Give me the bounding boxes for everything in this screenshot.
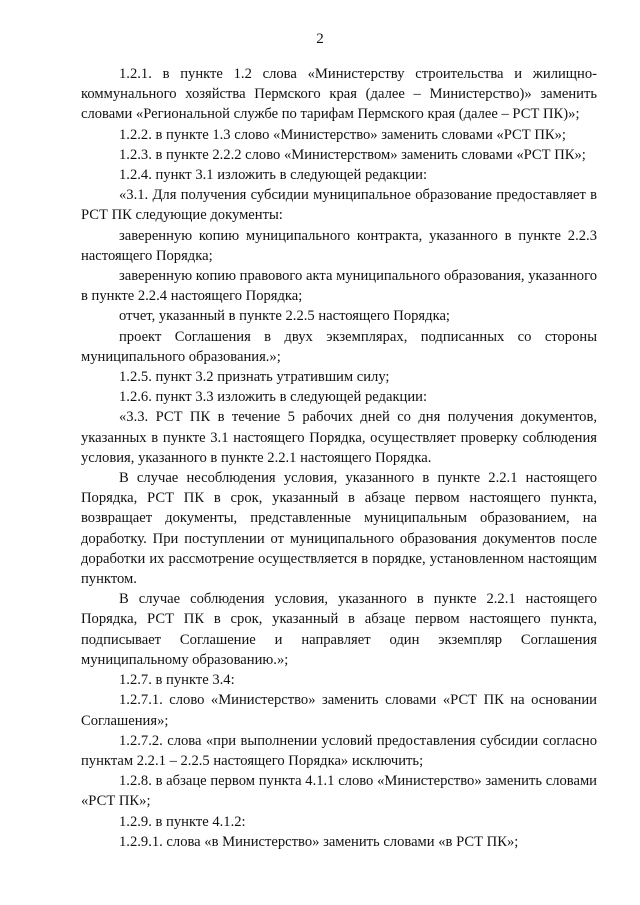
paragraph-1-2-7: 1.2.7. в пункте 3.4: [119, 672, 235, 689]
paragraph-1-2-7-1: 1.2.7.1. слово «Министерство» заменить словами «РСТ ПК на основании Соглашения»; [81, 692, 597, 729]
paragraph-3-1: «3.1. Для получения субсидии муниципальное образование предоставляет в РСТ ПК следующие документы: [81, 187, 597, 224]
paragraph-agreement-draft: проект Соглашения в двух экземплярах, подписанных со стороны муниципального образования.»; [81, 328, 597, 365]
paragraph-1-2-2: 1.2.2. в пункте 1.3 слово «Министерство» заменить словами «РСТ ПК»; [119, 126, 566, 143]
paragraph-report: отчет, указанный в пункте 2.2.5 настоящего Порядка; [119, 308, 450, 325]
paragraph-compliance: В случае соблюдения условия, указанного в пункте 2.2.1 настоящего Порядка, РСТ ПК в срок, указанный в абзаце первом настоящего пункта, подписывает Соглашение и направляет один экземпляр Соглашения муниципальному образованию.»; [81, 591, 597, 668]
paragraph-1-2-4: 1.2.4. пункт 3.1 изложить в следующей редакции: [119, 167, 428, 184]
paragraph-contract-copy: заверенную копию муниципального контракта, указанного в пункте 2.2.3 настоящего Порядка; [81, 227, 597, 264]
paragraph-1-2-3: 1.2.3. в пункте 2.2.2 слово «Министерством» заменить словами «РСТ ПК»; [119, 146, 586, 163]
paragraph-1-2-6: 1.2.6. пункт 3.3 изложить в следующей редакции: [119, 389, 428, 406]
paragraph-3-3: «3.3. РСТ ПК в течение 5 рабочих дней со дня получения документов, указанных в пункте 3.1 настоящего Порядка, осуществляет проверку соблюдения условия, указанного в пункте 2.2.1 настоящего Порядка. [81, 409, 597, 466]
paragraph-legal-act-copy: заверенную копию правового акта муниципального образования, указанного в пункте 2.2.4 настоящего Порядка; [81, 268, 597, 305]
paragraph-1-2-9: 1.2.9. в пункте 4.1.2: [119, 813, 246, 830]
paragraph-1-2-1: 1.2.1. в пункте 1.2 слова «Министерству строительства и жилищно-коммунального хозяйства Пермского края (далее – Министерство)» заменить словами «Региональной службе по тарифам Пермского края (далее – РСТ ПК)»; [81, 66, 597, 123]
document-body [81, 64, 597, 852]
page-number: 2 [316, 31, 324, 47]
paragraph-non-compliance: В случае несоблюдения условия, указанного в пункте 2.2.1 настоящего Порядка, РСТ ПК в срок, указанный в абзаце первом настоящего пункта, возвращает документы, представленные муниципальным образованием, на доработку. При поступлении от муниципального образования документов после доработки их рассмотрение осуществляется в порядке, установленном настоящим пунктом. [81, 470, 597, 588]
paragraph-1-2-8: 1.2.8. в абзаце первом пункта 4.1.1 слово «Министерство» заменить словами «РСТ ПК»; [81, 773, 597, 810]
paragraph-1-2-7-2: 1.2.7.2. слова «при выполнении условий предоставления субсидии согласно пунктам 2.2.1 – 2.2.5 настоящего Порядка» исключить; [81, 732, 597, 769]
paragraph-1-2-9-1: 1.2.9.1. слова «в Министерство» заменить словами «в РСТ ПК»; [119, 833, 519, 850]
paragraph-1-2-5: 1.2.5. пункт 3.2 признать утратившим силу; [119, 369, 390, 386]
